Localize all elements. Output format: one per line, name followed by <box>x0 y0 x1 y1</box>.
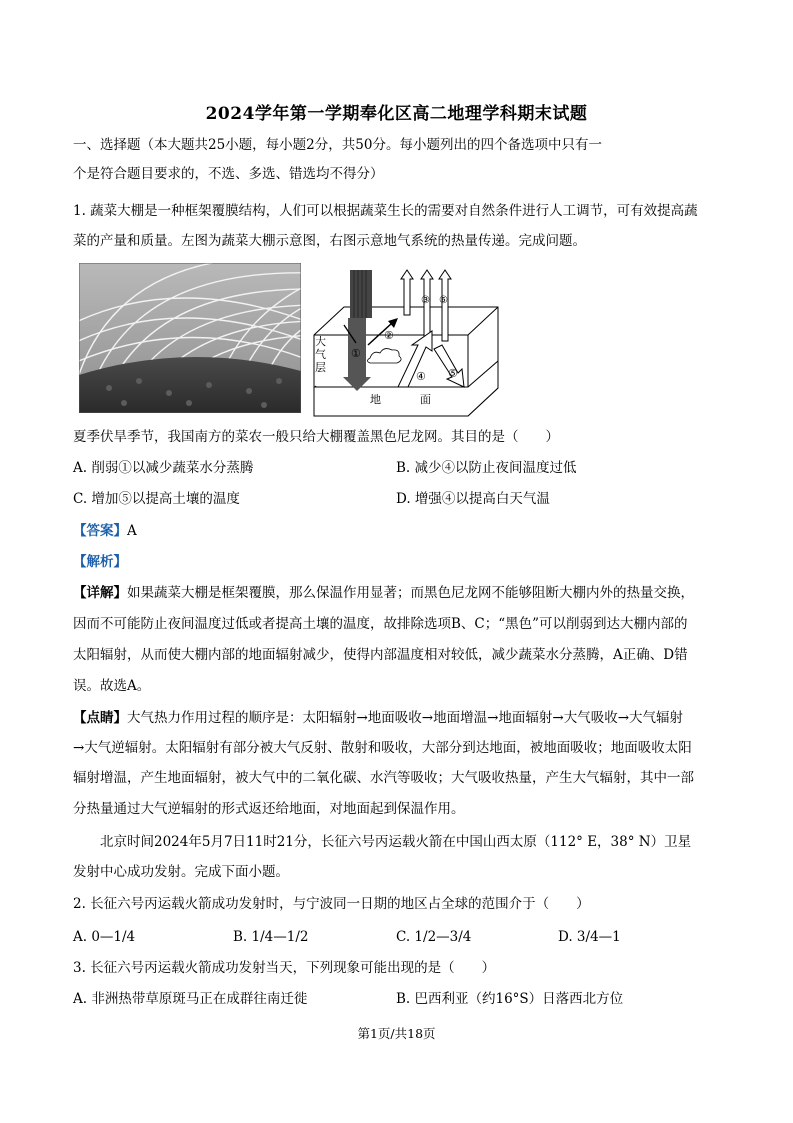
q1-detail-line1 <box>73 583 721 603</box>
analysis-tag: 【解析】 <box>73 554 127 570</box>
heat-transfer-diagram <box>308 265 504 418</box>
q3-option-b: B. 巴西利亚（约16°S）日落西北方位 <box>396 991 624 1007</box>
passage-line2: 发射中心成功发射。完成下面小题。 <box>73 864 289 880</box>
q1-detail-line2: 因而不可能防止夜间温度过低或者提高土壤的温度，故排除选项B、C；“黑色”可以削弱到达大棚内部的 <box>73 616 688 632</box>
q1-analysis-line <box>73 552 721 572</box>
ground-label-right: 面 <box>420 393 431 406</box>
marker-5: ⑤ <box>448 367 458 380</box>
q1-stem-line2: 菜的产量和质量。左图为蔬菜大棚示意图，右图示意地气系统的热量传递。完成问题。 <box>73 233 586 249</box>
greenhouse-photo <box>79 263 301 413</box>
q3-stem: 3. 长征六号丙运载火箭成功发射当天，下列现象可能出现的是（ ） <box>73 960 496 976</box>
ground-label-left: 地 <box>370 393 381 406</box>
q1-tip-line4: 分热量通过大气逆辐射的形式返还给地面，对地面起到保温作用。 <box>73 801 465 817</box>
detail-text-1: 如果蔬菜大棚是框架覆膜，那么保温作用显著；而黑色尼龙网不能够阻断大棚内外的热量交换， <box>127 585 694 601</box>
q3-option-a: A. 非洲热带草原斑马正在成群往南迁徙 <box>73 991 308 1007</box>
atmosphere-label-3: 层 <box>315 361 326 374</box>
passage-line1: 北京时间2024年5月7日11时21分，长征六号丙运载火箭在中国山西太原（112° E，38° N）卫星 <box>100 834 692 850</box>
q1-option-c: C. 增加⑤以提高土壤的温度 <box>73 491 240 507</box>
marker-3: ③ <box>421 295 430 306</box>
q1-answer-line <box>73 521 721 541</box>
q2-option-c: C. 1/2—3/4 <box>396 929 472 945</box>
marker-2: ② <box>384 329 394 342</box>
tip-tag: 【点睛】 <box>73 710 127 726</box>
detail-tag: 【详解】 <box>73 585 127 601</box>
section-heading-line1: 一、选择题（本大题共25小题，每小题2分，共50分。每小题列出的四个备选项中只有一 <box>73 137 602 153</box>
q2-option-b: B. 1/4—1/2 <box>233 929 309 945</box>
atmosphere-label-1: 大 <box>315 335 326 348</box>
marker-4: ④ <box>416 370 426 383</box>
answer-tag: 【答案】 <box>73 523 127 539</box>
q1-tip-line1 <box>73 708 721 728</box>
q1-option-a: A. 削弱①以减少蔬菜水分蒸腾 <box>73 460 254 476</box>
q1-tip-line2: →大气逆辐射。太阳辐射有部分被大气反射、散射和吸收，大部分到达地面，被地面吸收；地面吸收太阳 <box>73 740 692 756</box>
marker-1: ① <box>351 347 361 360</box>
answer-value: A <box>127 523 137 539</box>
q2-option-d: D. 3/4—1 <box>558 929 621 945</box>
q2-stem: 2. 长征六号丙运载火箭成功发射时，与宁波同一日期的地区占全球的范围介于（ ） <box>73 896 590 912</box>
tip-text-1: 大气热力作用过程的顺序是：太阳辐射→地面吸收→地面增温→地面辐射→大气吸收→大气辐射 <box>127 710 684 726</box>
q2-option-a: A. 0—1/4 <box>73 929 136 945</box>
q1-detail-line4: 误。故选A。 <box>73 678 151 694</box>
marker-6: ⑥ <box>439 295 448 306</box>
q1-detail-line3: 太阳辐射，从而使大棚内部的地面辐射减少，使得内部温度相对较低，减少蔬菜水分蒸腾，A正确、D错 <box>73 647 688 663</box>
q1-stem-line1: 1. 蔬菜大棚是一种框架覆膜结构，人们可以根据蔬菜生长的需要对自然条件进行人工调节，可有效提高蔬 <box>73 203 698 219</box>
section-heading-line2: 个是符合题目要求的，不选、多选、错选均不得分） <box>73 166 384 182</box>
atmosphere-label-2: 气 <box>315 348 326 361</box>
page-title: 2024学年第一学期奉化区高二地理学科期末试题 <box>205 104 588 124</box>
q1-option-b: B. 减少④以防止夜间温度过低 <box>396 460 577 476</box>
q1-question: 夏季伏旱季节，我国南方的菜农一般只给大棚覆盖黑色尼龙网。其目的是（ ） <box>73 429 559 445</box>
q1-tip-line3: 辐射增温，产生地面辐射，被大气中的二氧化碳、水汽等吸收；大气吸收热量，产生大气辐射，其中一部 <box>73 770 694 786</box>
q1-option-d: D. 增强④以提高白天气温 <box>396 491 550 507</box>
page-footer: 第1页/共18页 <box>357 1026 436 1041</box>
